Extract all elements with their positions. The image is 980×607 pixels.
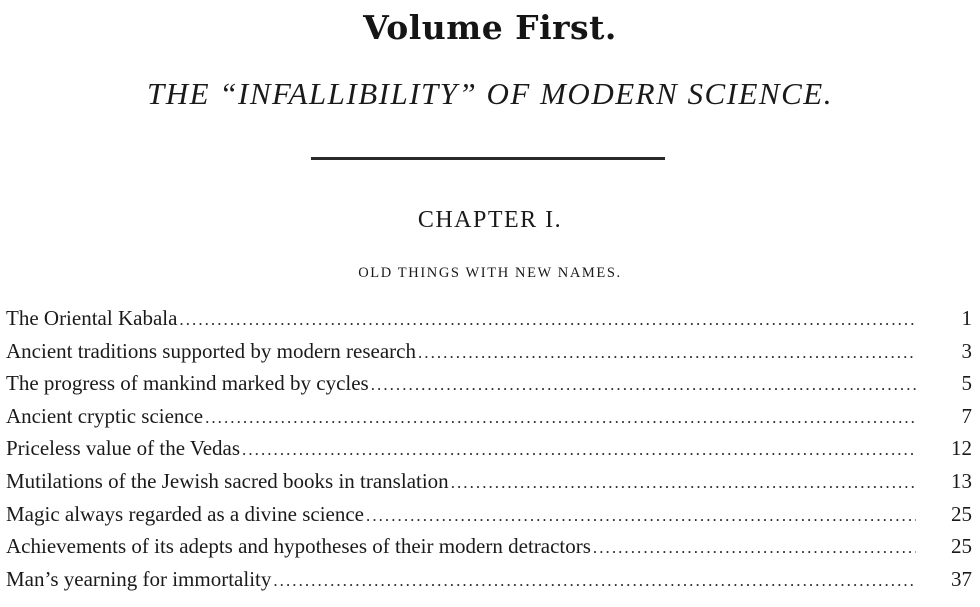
toc-entry-page: 25	[951, 534, 972, 559]
dot-leader	[366, 506, 916, 526]
table-of-contents	[6, 306, 972, 599]
toc-entry-title: The Oriental Kabala	[6, 306, 178, 330]
toc-entry-title: Mutilations of the Jewish sacred books in translation	[6, 468, 449, 493]
toc-entry-page: 25	[951, 501, 972, 526]
dot-leader	[371, 375, 916, 395]
chapter-heading: CHAPTER I.	[417, 207, 563, 233]
volume-title: Volume First.	[363, 8, 617, 47]
toc-entry	[6, 469, 972, 502]
toc-entry-title: Achievements of its adepts and hypotheses of their modern detractors	[6, 534, 591, 559]
toc-entry-title: The progress of mankind marked by cycles	[6, 371, 369, 396]
dot-leader	[179, 310, 916, 330]
toc-entry-page: 7	[961, 403, 972, 428]
toc-entry-title: Man’s yearning for immortality	[6, 566, 272, 591]
toc-entry	[6, 436, 972, 469]
toc-entry-page: 13	[951, 468, 972, 493]
dot-leader	[418, 343, 916, 363]
dot-leader	[242, 440, 916, 460]
toc-entry	[6, 534, 972, 567]
toc-entry	[6, 404, 972, 437]
dot-leader	[593, 538, 916, 558]
toc-entry-page: 3	[961, 338, 972, 363]
toc-entry-page: 12	[951, 436, 972, 461]
toc-entry-title: Ancient traditions supported by modern research	[6, 338, 416, 363]
toc-entry	[6, 502, 972, 535]
toc-entry-page: 1	[961, 306, 972, 330]
dot-leader	[205, 408, 916, 428]
toc-entry	[6, 339, 972, 372]
toc-entry-title: Magic always regarded as a divine science	[6, 501, 365, 526]
chapter-subtitle: OLD THINGS WITH NEW NAMES.	[358, 265, 622, 281]
dot-leader	[273, 571, 916, 591]
toc-entry-title: Ancient cryptic science	[6, 403, 204, 428]
dot-leader	[451, 473, 916, 493]
toc-entry	[6, 371, 972, 404]
toc-entry-title: Priceless value of the Vedas	[6, 436, 241, 461]
toc-entry	[6, 306, 972, 339]
horizontal-rule	[311, 157, 665, 160]
toc-entry	[6, 567, 972, 600]
toc-entry-page: 5	[961, 371, 972, 396]
main-title: THE “INFALLIBILITY” OF MODERN SCIENCE.	[147, 76, 833, 111]
toc-entry-page: 37	[951, 566, 972, 591]
